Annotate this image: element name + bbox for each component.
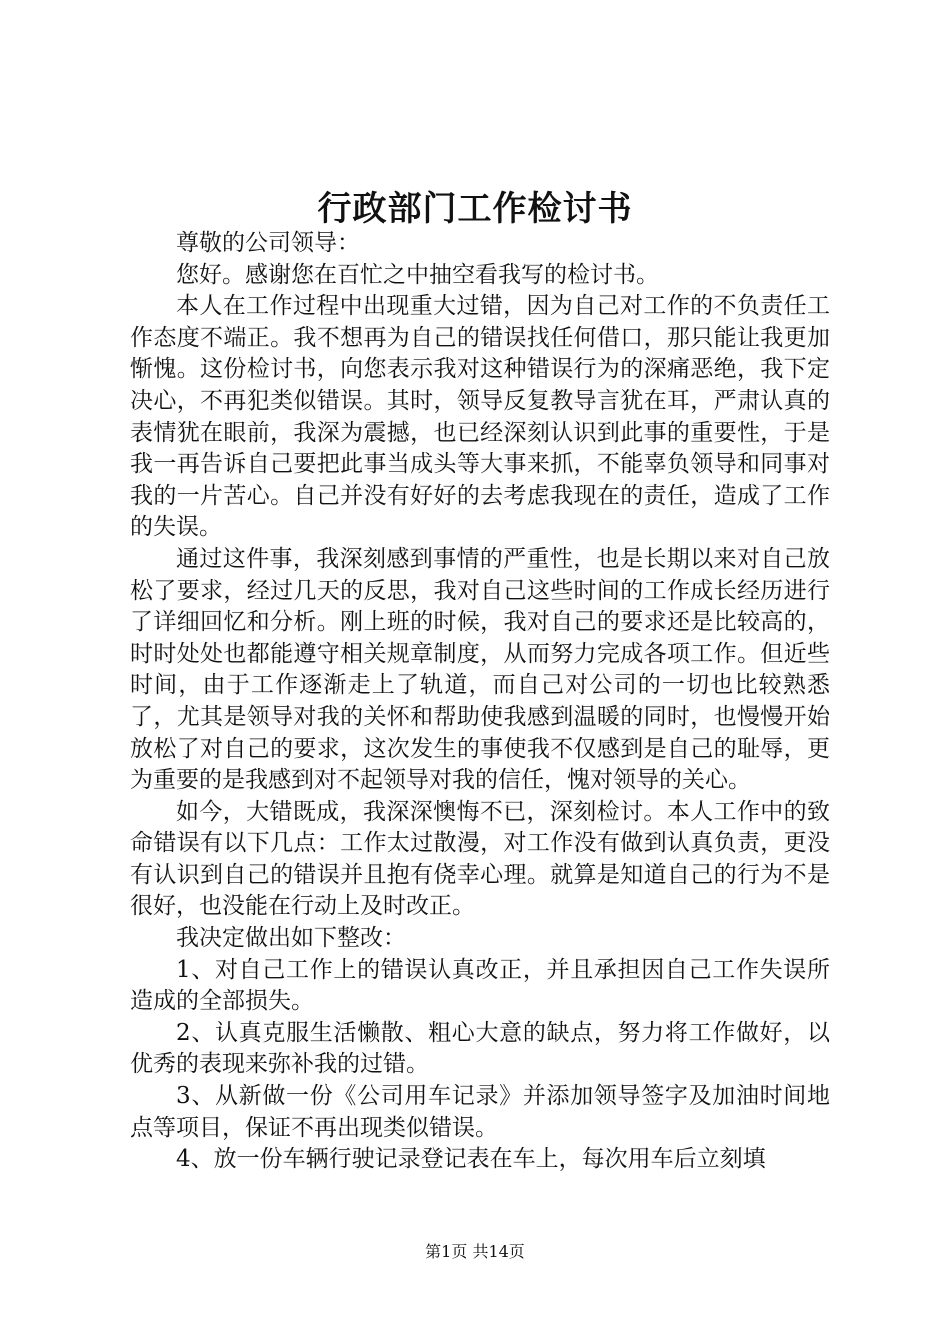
document-title: 行政部门工作检讨书 <box>317 189 633 229</box>
greeting-paragraph: 您好。感谢您在百忙之中抽空看我写的检讨书。 <box>176 261 659 288</box>
body-paragraph: 我决定做出如下整改： <box>176 925 406 952</box>
document-body <box>130 228 830 1176</box>
body-paragraph: 通过这件事，我深刻感到事情的严重性，也是长期以来对自己放松了要求，经过几天的反思，我对自己这些时间的工作成长经历进行了详细回忆和分析。刚上班的时候，我对自己的要求还是比较高的，时时处处也都能遵守相关规章制度，从而努力完成各项工作。但近些时间，由于工作逐渐走上了轨道，而自己对公司的一切也比较熟悉了，尤其是领导对我的关怀和帮助使我感到温暖的同时，也慢慢开始放松了对自己的要求，这次发生的事使我不仅感到是自己的耻辱，更为重要的是我感到对不起领导对我的信任，愧对领导的关心。 <box>130 545 830 794</box>
list-item: 4、放一份车辆行驶记录登记表在车上，每次用车后立刻填 <box>176 1146 766 1173</box>
page-number-footer: 第1页 共14页 <box>425 1242 525 1261</box>
body-paragraph: 本人在工作过程中出现重大过错，因为自己对工作的不负责任工作态度不端正。我不想再为自己的错误找任何借口，那只能让我更加惭愧。这份检讨书，向您表示我对这种错误行为的深痛恶绝，我下定决心，不再犯类似错误。其时，领导反复教导言犹在耳，严肃认真的表情犹在眼前，我深为震撼，也已经深刻认识到此事的重要性，于是我一再告诉自己要把此事当成头等大事来抓，不能辜负领导和同事对我的一片苦心。自己并没有好好的去考虑我现在的责任，造成了工作的失误。 <box>130 293 830 541</box>
list-item: 1、对自己工作上的错误认真改正，并且承担因自己工作失误所造成的全部损失。 <box>130 956 830 1015</box>
list-item: 2、认真克服生活懒散、粗心大意的缺点，努力将工作做好，以优秀的表现来弥补我的过错。 <box>130 1019 830 1078</box>
list-item: 3、从新做一份《公司用车记录》并添加领导签字及加油时间地点等项目，保证不再出现类似错误。 <box>130 1083 830 1141</box>
salutation: 尊敬的公司领导： <box>176 230 360 256</box>
body-paragraph: 如今，大错既成，我深深懊悔不已，深刻检讨。本人工作中的致命错误有以下几点：工作太过散漫，对工作没有做到认真负责，更没有认识到自己的错误并且抱有侥幸心理。就算是知道自己的行为不是很好，也没能在行动上及时改正。 <box>130 798 830 920</box>
